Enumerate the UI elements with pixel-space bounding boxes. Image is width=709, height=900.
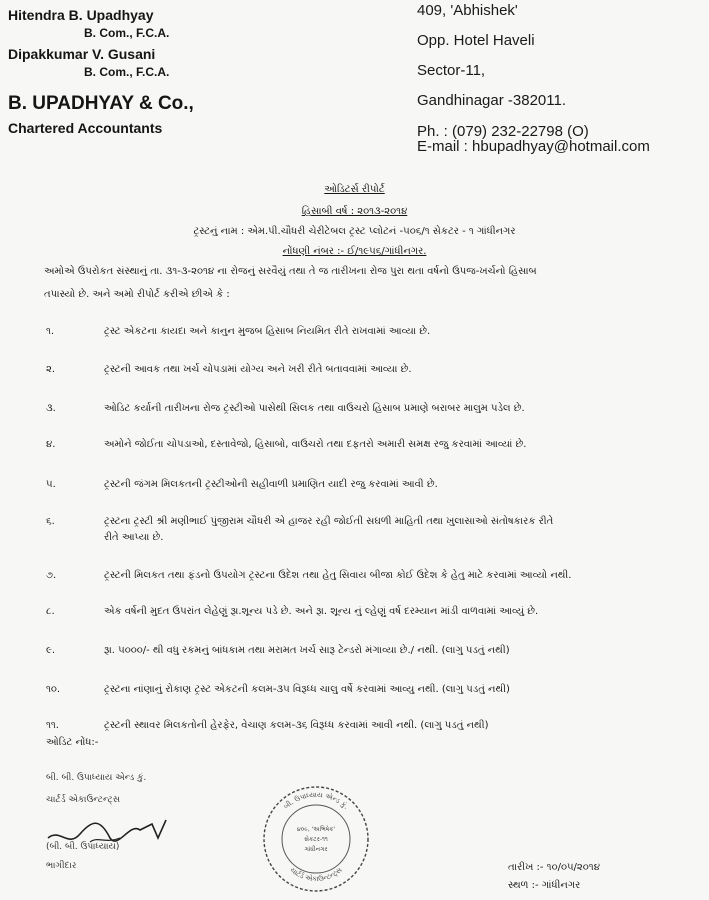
item-text: અમોને જોઈતા ચોપડાઓ, દસ્તાવેજો, હિસાબો, વાઉચરો તથા દફતરો અમારી સમક્ષ રજુ કરવામાં આવ્યાં છે.: [104, 439, 527, 450]
partner1-qualification: B. Com., F.C.A.: [84, 26, 170, 40]
signatory-role: ભાગીદાર: [46, 861, 77, 871]
partner1-name: Hitendra B. Upadhyay: [8, 7, 154, 23]
registration-number: નોંધણી નંબર :- ઈ/૧૯૫૬/ગાંધીનગર.: [282, 246, 427, 257]
item-text: ટ્રસ્ટની સ્થાવર મિલકતોની હેરફેર, વેચાણ કલમ-૩૬ વિરૂધ્ધ કરવામાં આવી નથી. (લાગુ પડતું નથી): [104, 720, 489, 731]
report-date: તારીખ :- ૧૦/૦૫/૨૦૧૪: [508, 862, 600, 873]
trust-name: ટ્રસ્ટનું નામ : એમ.પી.ચૌધરી ચેરીટેબલ ટ્રસ્ટ પ્લોટનં -૫૦૬/૧ સેકટર - ૧ ગાંધીનગર: [193, 226, 516, 237]
email-address: E-mail : hbupadhyay@hotmail.com: [417, 138, 650, 155]
item-number: ૨.: [46, 364, 56, 375]
item-number: ૯.: [46, 645, 56, 656]
address-line-1: 409, 'Abhishek': [417, 2, 518, 19]
item-text: ટ્રસ્ટના ટ્રસ્ટી શ્રી મણીભાઈ પુંજીરામ ચૌધરી એ હાજર રહી જોઈતી સઘળી માહિતી તથા ખુલાસાઓ સંતોષકારક રીતે: [104, 516, 554, 527]
address-line-2: Opp. Hotel Haveli: [417, 32, 535, 49]
firm-stamp: [260, 783, 372, 895]
item-text: એક વર્ષની મુદત ઉપરાંત લેહેણું રૂા.શૂન્ય પડે છે. અને રૂા. શૂન્ય નું લ્હેણું વર્ષ દરમ્યાન માંડી વાળવામાં આવ્યું છે.: [104, 606, 539, 617]
svg-text:બી. ઉપાધ્યાય એન્ડ કું.: [282, 791, 350, 811]
item-text: ટ્રસ્ટ એકટના કાયદા અને કાનુન મુજબ હિસાબ નિયમિત રીતે રાખવામાં આવ્યા છે.: [104, 326, 431, 337]
stamp-inner-line-2: સેકટર-૧૧: [304, 836, 328, 843]
report-title: ઓડિટર્સ રીપોર્ટ: [324, 184, 385, 195]
item-number: ૧૦.: [46, 684, 61, 695]
item-number: ૪.: [46, 439, 56, 450]
firm-subtitle: Chartered Accountants: [8, 120, 163, 136]
item-text: ટ્રસ્ટના નાંણાનું રોકાણ ટ્રસ્ટ એકટની કલમ-૩૫ વિરૂધ્ધ ચાલુ વર્ષે કરવામાં આવ્યુ નથી. (લાગુ પડતું નથી): [104, 684, 510, 695]
item-text: ટ્રસ્ટની આવક તથા ખર્ચ ચોપડામાં યોગ્ય અને ખરી રીતે બતાવવામાં આવ્યા છે.: [104, 364, 412, 375]
phone-number: Ph. : (079) 232-22798 (O): [417, 123, 589, 140]
item-number: ૩.: [46, 403, 56, 414]
item-text: ઓડિટ કર્યાની તારીખના રોજ ટ્રસ્ટીઓ પાસેથી સિલક તથા વાઉચરો હિસાબ પ્રમાણે બરાબર માલુમ પડેલ છે.: [104, 403, 525, 414]
stamp-inner-line-1: ૪૦૯, 'અભિષેક': [296, 826, 336, 833]
signatory-designation: ચાર્ટર્ડ એકાઉન્ટન્ટ્સ: [46, 795, 121, 805]
address-line-3: Sector-11,: [417, 62, 486, 79]
item-text: ટ્રસ્ટની મિલકત તથા ફંડનો ઉપયોગ ટ્રસ્ટના ઉદેશ તથા હેતુ સિવાય બીજા કોઈ ઉદેશ કે હેતુ માટે કરવામાં આવ્યો નથી.: [104, 570, 572, 581]
address-line-4: Gandhinagar -382011.: [417, 92, 567, 109]
report-place: સ્થળ :- ગાંધીનગર: [508, 880, 581, 891]
firm-name: B. UPADHYAY & Co.,: [8, 93, 194, 114]
item-text-continued: રીતે આપ્યા છે.: [104, 532, 164, 543]
item-number: ૧.: [46, 326, 55, 337]
accounting-year: હિસાબી વર્ષ : ૨૦૧૩-૨૦૧૪: [301, 206, 408, 217]
partner2-name: Dipakkumar V. Gusani: [8, 46, 156, 62]
stamp-ring-text: બી. ઉપાધ્યાય એન્ડ કું.: [282, 790, 350, 811]
item-number: ૬.: [46, 516, 55, 527]
partner2-qualification: B. Com., F.C.A.: [84, 65, 170, 79]
audit-note-label: ઓડિટ નોંધ:-: [46, 737, 99, 748]
signatory-name: (બી. બી. ઉપાધ્યાય): [46, 842, 120, 852]
item-number: ૭.: [46, 570, 57, 581]
intro-line-2: તપાસ્યો છે. અને અમો રીપોર્ટ કરીએ છીએ કે :: [44, 289, 230, 300]
item-text: રૂા. ૫૦૦૦/- થી વધુ રકમનું બાંધકામ તથા મરામત ખર્ચ સારૂ ટેન્ડરો મંગાવ્યા છે./ નથી. (લાગુ પડતું નથી): [104, 645, 510, 656]
item-number: ૫.: [46, 479, 56, 490]
item-number: ૮.: [46, 606, 55, 617]
item-number: ૧૧.: [46, 720, 59, 731]
stamp-inner-line-3: ગાંધીનગર: [304, 846, 328, 853]
stamp-ring-text-bottom: ચાર્ટર્ડ એકાઉન્ટન્ટ્સ: [288, 865, 344, 884]
intro-line-1: અમોએ ઉપરોકત સંસ્થાનું તા. ૩૧-૩-૨૦૧૪ ના રોજનું સરવૈયું તથા તે જ તારીખના રોજ પુરા થતા વર્ષનો ઉપજ-ખર્ચનો હિસાબ: [44, 266, 537, 277]
signatory-firm: બી. બી. ઉપાધ્યાય એન્ડ કું.: [46, 773, 147, 783]
item-text: ટ્રસ્ટની જંગમ મિલકતની ટ્રસ્ટીઓની સહીવાળી પ્રમાણિત યાદી રજુ કરવામાં આવી છે.: [104, 479, 438, 490]
svg-text:ચાર્ટર્ડ એકાઉન્ટન્ટ્સ: [288, 866, 343, 883]
